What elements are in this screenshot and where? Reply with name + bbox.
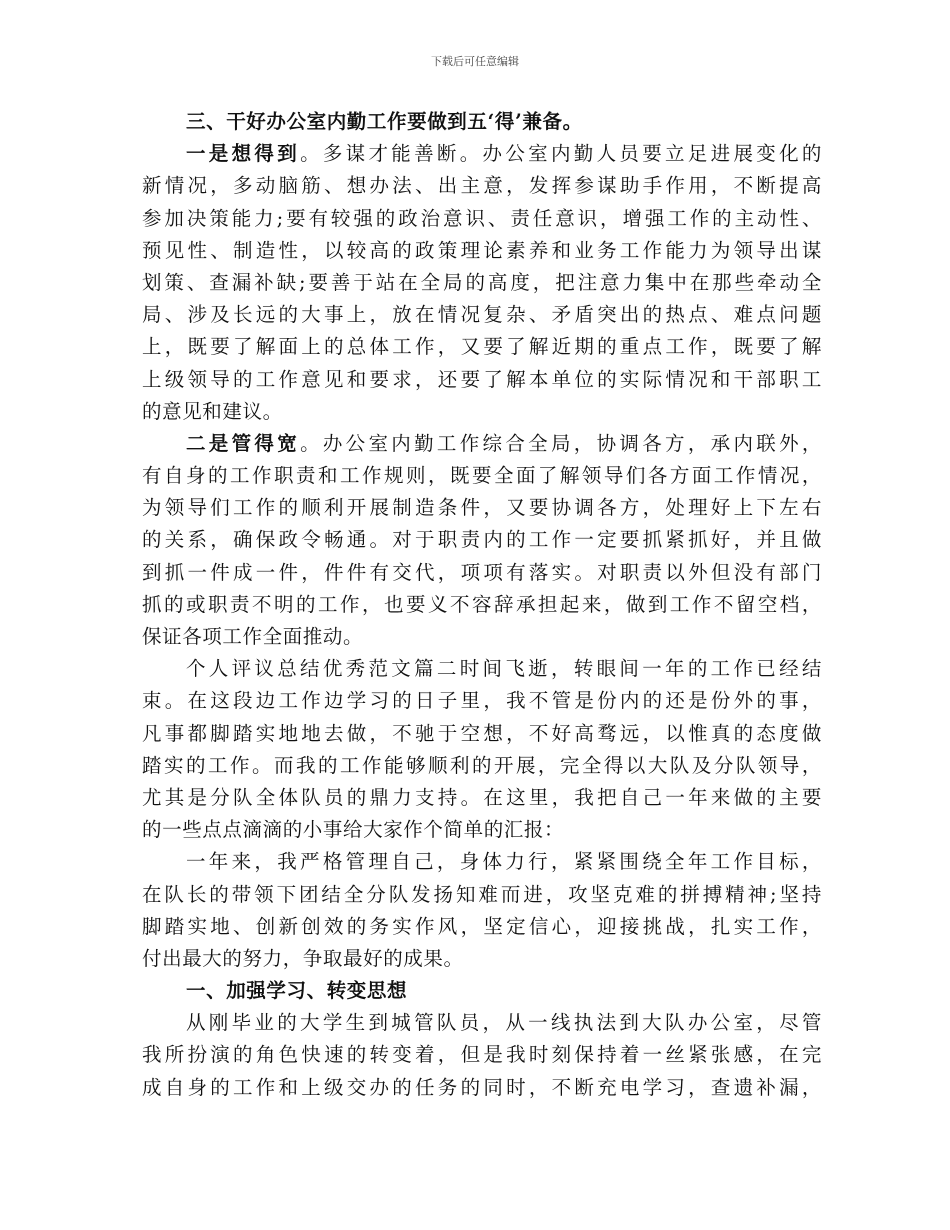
- paragraph: [142, 428, 822, 653]
- paragraph-line: 划策、查漏补缺;要善于站在全局的高度，把注意力集中在那些牵动全: [142, 270, 822, 294]
- section-heading: 一、加强学习、转变思想: [186, 979, 408, 1003]
- paragraph-line: 保证各项工作全面推动。: [142, 625, 364, 648]
- paragraph-line: 抓的或职责不明的工作，也要义不容辞承担起来，做到工作不留空档，: [142, 592, 822, 616]
- paragraph-line: 新情况，多动脑筋、想办法、出主意，发挥参谋助手作用，不断提高: [142, 174, 822, 198]
- paragraph-line: 在队长的带领下团结全分队发扬知难而进，攻坚克难的拼搏精神;坚持: [142, 882, 822, 906]
- paragraph-line: 上，既要了解面上的总体工作，又要了解近期的重点工作，既要了解: [142, 335, 822, 359]
- paragraph-line: [142, 428, 822, 460]
- paragraph-text: 。办公室内勤工作综合全局，协调各方，承内联外，: [300, 431, 822, 455]
- paragraph-line: 踏实的工作。而我的工作能够顺利的开展，完全得以大队及分队领导，: [142, 753, 822, 777]
- paragraph-line: 的一些点点滴滴的小事给大家作个简单的汇报：: [142, 818, 565, 842]
- paragraph: [142, 138, 822, 428]
- paragraph: [142, 846, 822, 975]
- paragraph-line: 到抓一件成一件，件件有交代，项项有落实。对职责以外但没有部门: [142, 560, 822, 584]
- page-header-note: 下载后可任意编辑: [431, 55, 519, 68]
- section-heading: 三、干好办公室内勤工作要做到五‘得’兼备。: [186, 110, 583, 133]
- paragraph-text: 。多谋才能善断。办公室内勤人员要立足进展变化的: [300, 142, 822, 166]
- paragraph-line: 预见性、制造性，以较高的政策理论素养和业务工作能力为领导出谋: [142, 238, 822, 262]
- paragraph-line: 成自身的工作和上级交办的任务的同时，不断充电学习，查遗补漏，: [142, 1075, 822, 1099]
- paragraph: [142, 653, 822, 846]
- paragraph-line: 从刚毕业的大学生到城管队员，从一线执法到大队办公室，尽管: [186, 1011, 822, 1035]
- paragraph-line: [142, 138, 822, 170]
- paragraph-lead: 二是管得宽: [186, 431, 301, 455]
- paragraph-line: 付出最大的努力，争取最好的成果。: [142, 946, 464, 970]
- paragraph-lead: 一是想得到: [186, 142, 301, 166]
- paragraph: [142, 1007, 822, 1104]
- paragraph-line: 束。在这段边工作边学习的日子里，我不管是份内的还是份外的事，: [142, 689, 822, 713]
- paragraph-line: 为领导们工作的顺利开展制造条件，又要协调各方，处理好上下左右: [142, 496, 822, 520]
- document-body: [142, 106, 822, 1104]
- paragraph-line: 脚踏实地、创新创效的务实作风，坚定信心，迎接挑战，扎实工作，: [142, 914, 822, 938]
- paragraph-line: 局、涉及长远的大事上，放在情况复杂、矛盾突出的热点、难点问题: [142, 303, 822, 327]
- paragraph-line: 我所扮演的角色快速的转变着，但是我时刻保持着一丝紧张感，在完: [142, 1043, 822, 1067]
- paragraph-line: 参加决策能力;要有较强的政治意识、责任意识，增强工作的主动性、: [142, 206, 822, 230]
- paragraph-line: 有自身的工作职责和工作规则，既要全面了解领导们各方面工作情况，: [142, 464, 822, 488]
- paragraph-line: 个人评议总结优秀范文篇二时间飞逝，转眼间一年的工作已经结: [186, 657, 822, 681]
- paragraph-line: 一年来，我严格管理自己，身体力行，紧紧围绕全年工作目标，: [186, 850, 822, 874]
- paragraph-line: 凡事都脚踏实地地去做，不驰于空想，不好高骛远，以惟真的态度做: [142, 721, 822, 745]
- paragraph-line: 上级领导的工作意见和要求，还要了解本单位的实际情况和干部职工: [142, 367, 822, 391]
- paragraph-line: 的意见和建议。: [142, 399, 283, 423]
- paragraph-line: 的关系，确保政令畅通。对于职责内的工作一定要抓紧抓好，并且做: [142, 528, 822, 552]
- paragraph-line: 尤其是分队全体队员的鼎力支持。在这里，我把自己一年来做的主要: [142, 785, 822, 809]
